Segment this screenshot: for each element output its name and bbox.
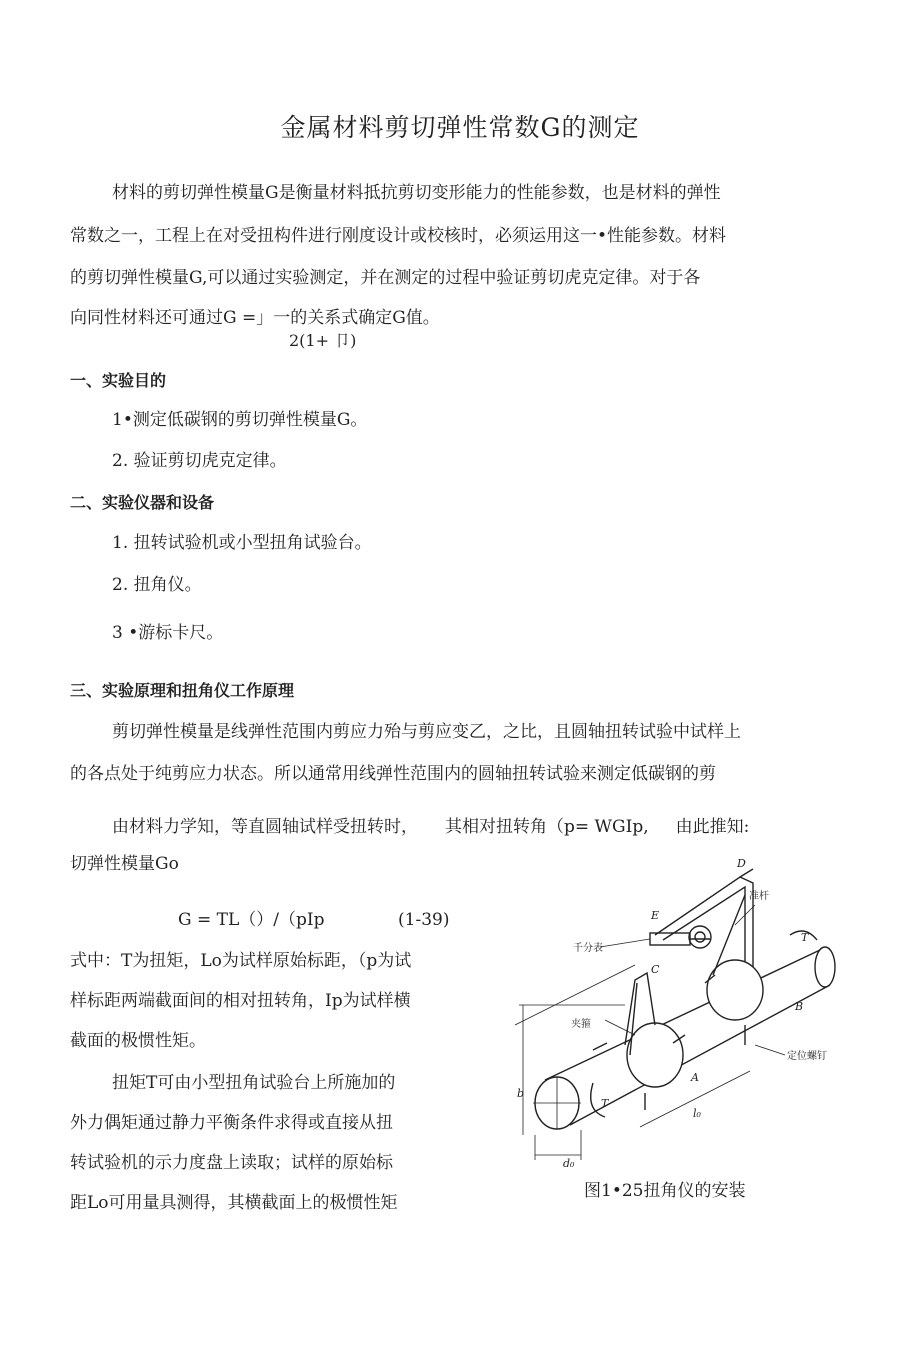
- formula-denominator: 2(1+ 卩): [289, 331, 357, 350]
- equation-number: (1-39): [398, 910, 450, 930]
- principle-para1-line2: 的各点处于纯剪应力状态。所以通常用线弹性范围内的圆轴扭转试验来测定低碳钢的剪: [70, 764, 716, 784]
- label-E: E: [651, 909, 660, 922]
- principle-para2-line2: 切弹性模量Go: [70, 854, 179, 874]
- label-T-left: T: [601, 1097, 609, 1110]
- label-d0: d₀: [563, 1157, 575, 1170]
- para3-line-3: 转试验机的示力度盘上读取；试样的原始标: [70, 1153, 393, 1173]
- twist-meter-figure: [505, 855, 840, 1170]
- section-heading-equipment: 二、实验仪器和设备: [70, 493, 215, 512]
- para3-line-4: 距Lo可用量具测得，其横截面上的极惯性矩: [70, 1193, 398, 1213]
- where-line-2: 样标距两端截面间的相对扭转角，Ip为试样横: [70, 991, 411, 1011]
- section-heading-purpose: 一、实验目的: [70, 371, 167, 390]
- principle-para1-line1: 剪切弹性模量是线弹性范围内剪应力殆与剪应变乙，之比，且圆轴扭转试验中试样上: [112, 722, 741, 742]
- where-line-3: 截面的极惯性矩。: [70, 1031, 206, 1051]
- figure-caption: 图1•25扭角仪的安装: [584, 1181, 746, 1201]
- principle-para2-line1: 由材料力学知，等直圆轴试样受扭转时， 其相对扭转角（p= WGIp, 由此推知:: [112, 817, 750, 837]
- label-rod: 准杆: [749, 891, 769, 902]
- label-T-right: T: [801, 931, 809, 944]
- label-clamp: 夹箍: [571, 1019, 591, 1030]
- intro-line-3: 的剪切弹性模量G,可以通过实验测定，并在测定的过程中验证剪切虎克定律。对于各: [70, 268, 701, 288]
- label-b: b: [517, 1087, 525, 1100]
- label-dial-gauge: 千分表: [573, 943, 603, 954]
- label-A: A: [691, 1071, 699, 1084]
- label-D: D: [737, 857, 746, 870]
- intro-line-2: 常数之一，工程上在对受扭构件进行刚度设计或校核时，必须运用这一•性能参数。材料: [70, 226, 727, 246]
- label-B: B: [795, 1000, 804, 1013]
- label-C: C: [651, 963, 660, 976]
- para3-line-2: 外力偶矩通过静力平衡条件求得或直接从扭: [70, 1113, 393, 1133]
- page-title: 金属材料剪切弹性常数G的测定: [280, 113, 640, 142]
- intro-line-4: 向同性材料还可通过G =」一的关系式确定G值。: [70, 308, 440, 328]
- equipment-item-3: 3 •游标卡尺。: [112, 623, 224, 643]
- intro-line-1: 材料的剪切弹性模量G是衡量材料抵抗剪切变形能力的性能参数，也是材料的弹性: [112, 183, 721, 203]
- where-line-1: 式中：T为扭矩，Lo为试样原始标距，（p为试: [70, 951, 412, 971]
- equipment-item-2: 2. 扭角仪。: [112, 575, 202, 595]
- section-heading-principle: 三、实验原理和扭角仪工作原理: [70, 681, 295, 700]
- para3-line-1: 扭矩T可由小型扭角试验台上所施加的: [112, 1073, 396, 1093]
- label-positioning-screw: 定位螺钉: [787, 1051, 827, 1062]
- purpose-item-2: 2. 验证剪切虎克定律。: [112, 451, 287, 471]
- label-l0: l₀: [693, 1107, 701, 1120]
- equipment-item-1: 1. 扭转试验机或小型扭角试验台。: [112, 533, 372, 553]
- equation-G: G = TL（）/（pIp: [178, 910, 325, 930]
- purpose-item-1: 1•测定低碳钢的剪切弹性模量G。: [112, 410, 368, 430]
